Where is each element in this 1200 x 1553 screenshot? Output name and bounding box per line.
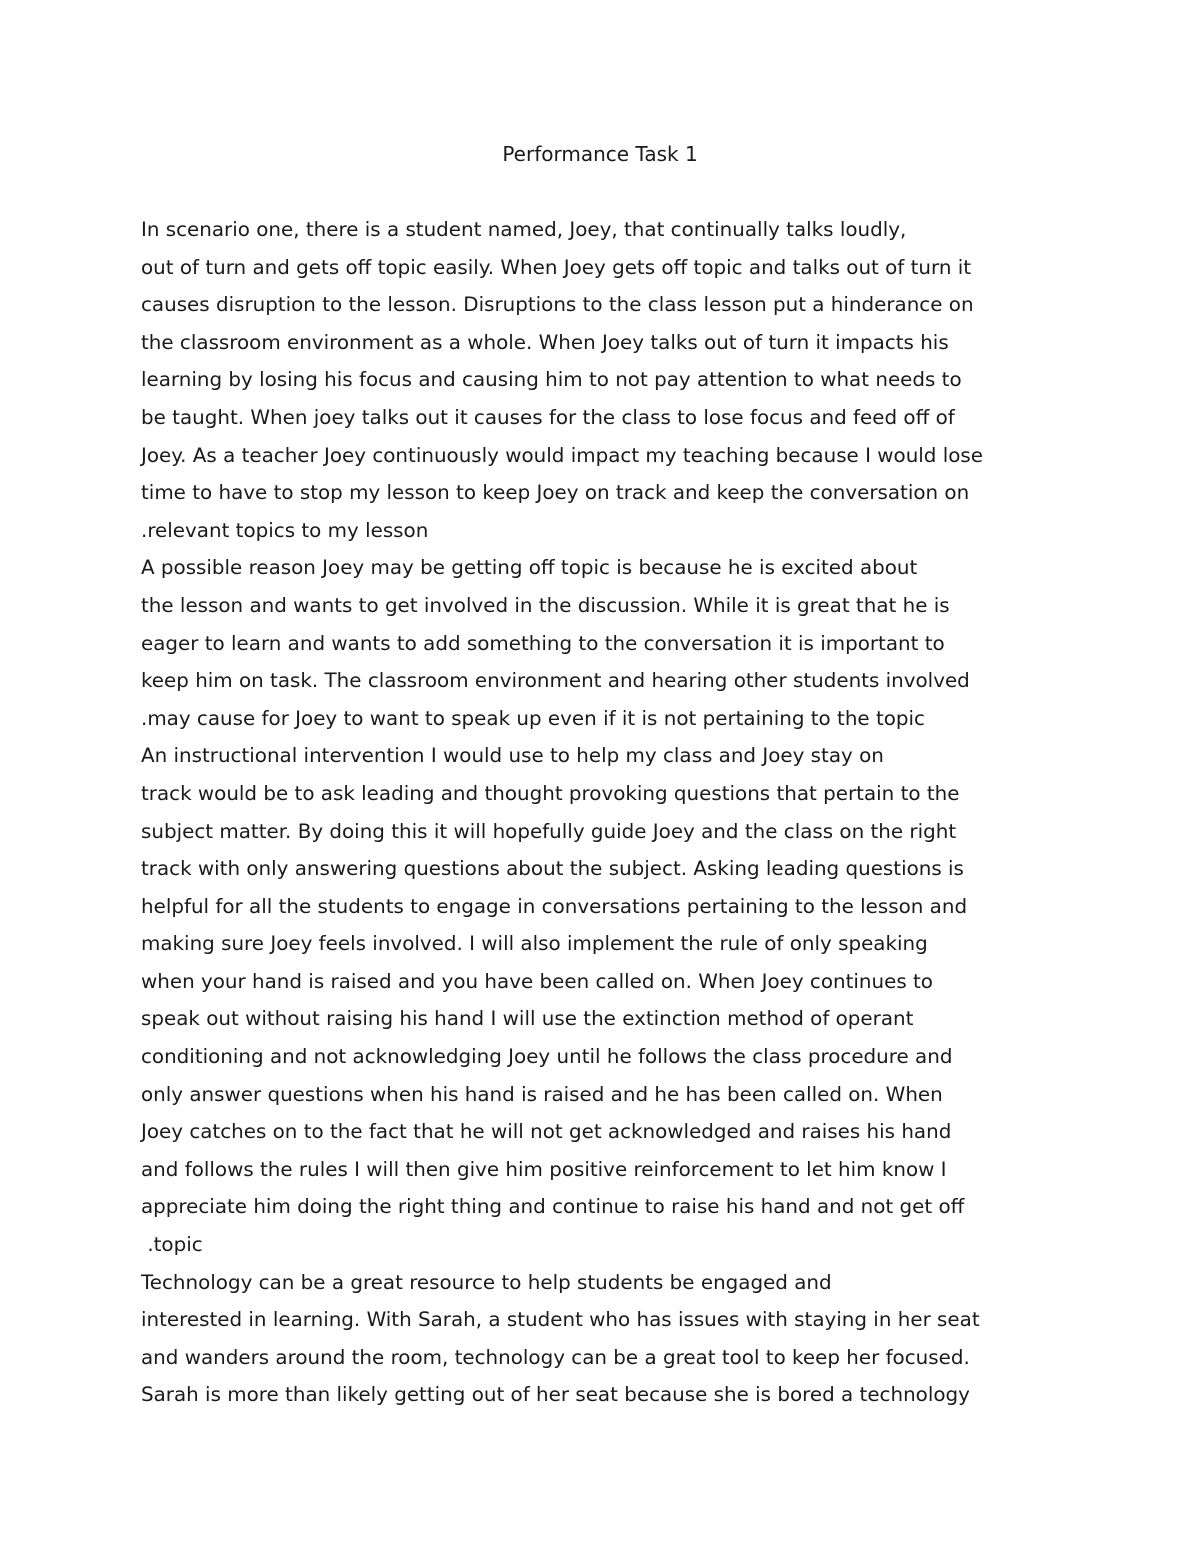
text-line: speak out without raising his hand I will use the extinction method of operant — [141, 1007, 914, 1031]
text-line: eager to learn and wants to add something to the conversation it is important to — [141, 631, 945, 655]
text-line: the classroom environment as a whole. When Joey talks out of turn it impacts his — [141, 330, 949, 354]
page-title: Performance Task 1 — [502, 142, 698, 166]
text-line: when your hand is raised and you have been called on. When Joey continues to — [141, 969, 933, 993]
text-line: only answer questions when his hand is raised and he has been called on. When — [141, 1082, 943, 1106]
text-line: Sarah is more than likely getting out of her seat because she is bored a technology — [141, 1383, 970, 1407]
text-line: .relevant topics to my lesson — [141, 518, 429, 542]
text-line: appreciate him doing the right thing and continue to raise his hand and not get off — [141, 1195, 965, 1219]
text-line: An instructional intervention I would use to help my class and Joey stay on — [141, 744, 884, 768]
text-line: track with only answering questions about the subject. Asking leading questions is — [141, 857, 964, 881]
text-line: Joey catches on to the fact that he will not get acknowledged and raises his hand — [141, 1120, 952, 1144]
text-line: keep him on task. The classroom environment and hearing other students involved — [141, 669, 970, 693]
text-line: helpful for all the students to engage in conversations pertaining to the lesson and — [141, 894, 968, 918]
text-line: .may cause for Joey to want to speak up even if it is not pertaining to the topic — [141, 706, 925, 730]
text-line: A possible reason Joey may be getting off topic is because he is excited about — [141, 556, 918, 580]
text-line: making sure Joey feels involved. I will also implement the rule of only speaking — [141, 932, 928, 956]
text-line: In scenario one, there is a student named, Joey, that continually talks loudly, — [141, 218, 907, 241]
text-line: interested in learning. With Sarah, a student who has issues with staying in her seat — [141, 1308, 980, 1332]
text-line: .topic — [141, 1233, 203, 1257]
text-line: subject matter. By doing this it will hopefully guide Joey and the class on the right — [141, 819, 957, 843]
text-line: and follows the rules I will then give him positive reinforcement to let him know I — [141, 1157, 947, 1181]
text-line: track would be to ask leading and thought provoking questions that pertain to the — [141, 781, 960, 805]
text-line: be taught. When joey talks out it causes for the class to lose focus and feed off of — [141, 405, 955, 429]
text-line: the lesson and wants to get involved in the discussion. While it is great that he is — [141, 593, 950, 617]
text-line: Joey. As a teacher Joey continuously would impact my teaching because I would lose — [141, 443, 984, 467]
text-line: Technology can be a great resource to help students be engaged and — [141, 1270, 832, 1294]
text-line: out of turn and gets off topic easily. When Joey gets off topic and talks out of turn it — [141, 255, 972, 279]
text-line: and wanders around the room, technology can be a great tool to keep her focused. — [141, 1345, 970, 1369]
text-line: learning by losing his focus and causing him to not pay attention to what needs to — [141, 368, 962, 392]
text-line: time to have to stop my lesson to keep Joey on track and keep the conversation on — [141, 481, 970, 505]
text-line: conditioning and not acknowledging Joey until he follows the class procedure and — [141, 1045, 953, 1069]
document-body — [141, 216, 1071, 1419]
text-line: causes disruption to the lesson. Disruptions to the class lesson put a hinderance on — [141, 293, 974, 317]
